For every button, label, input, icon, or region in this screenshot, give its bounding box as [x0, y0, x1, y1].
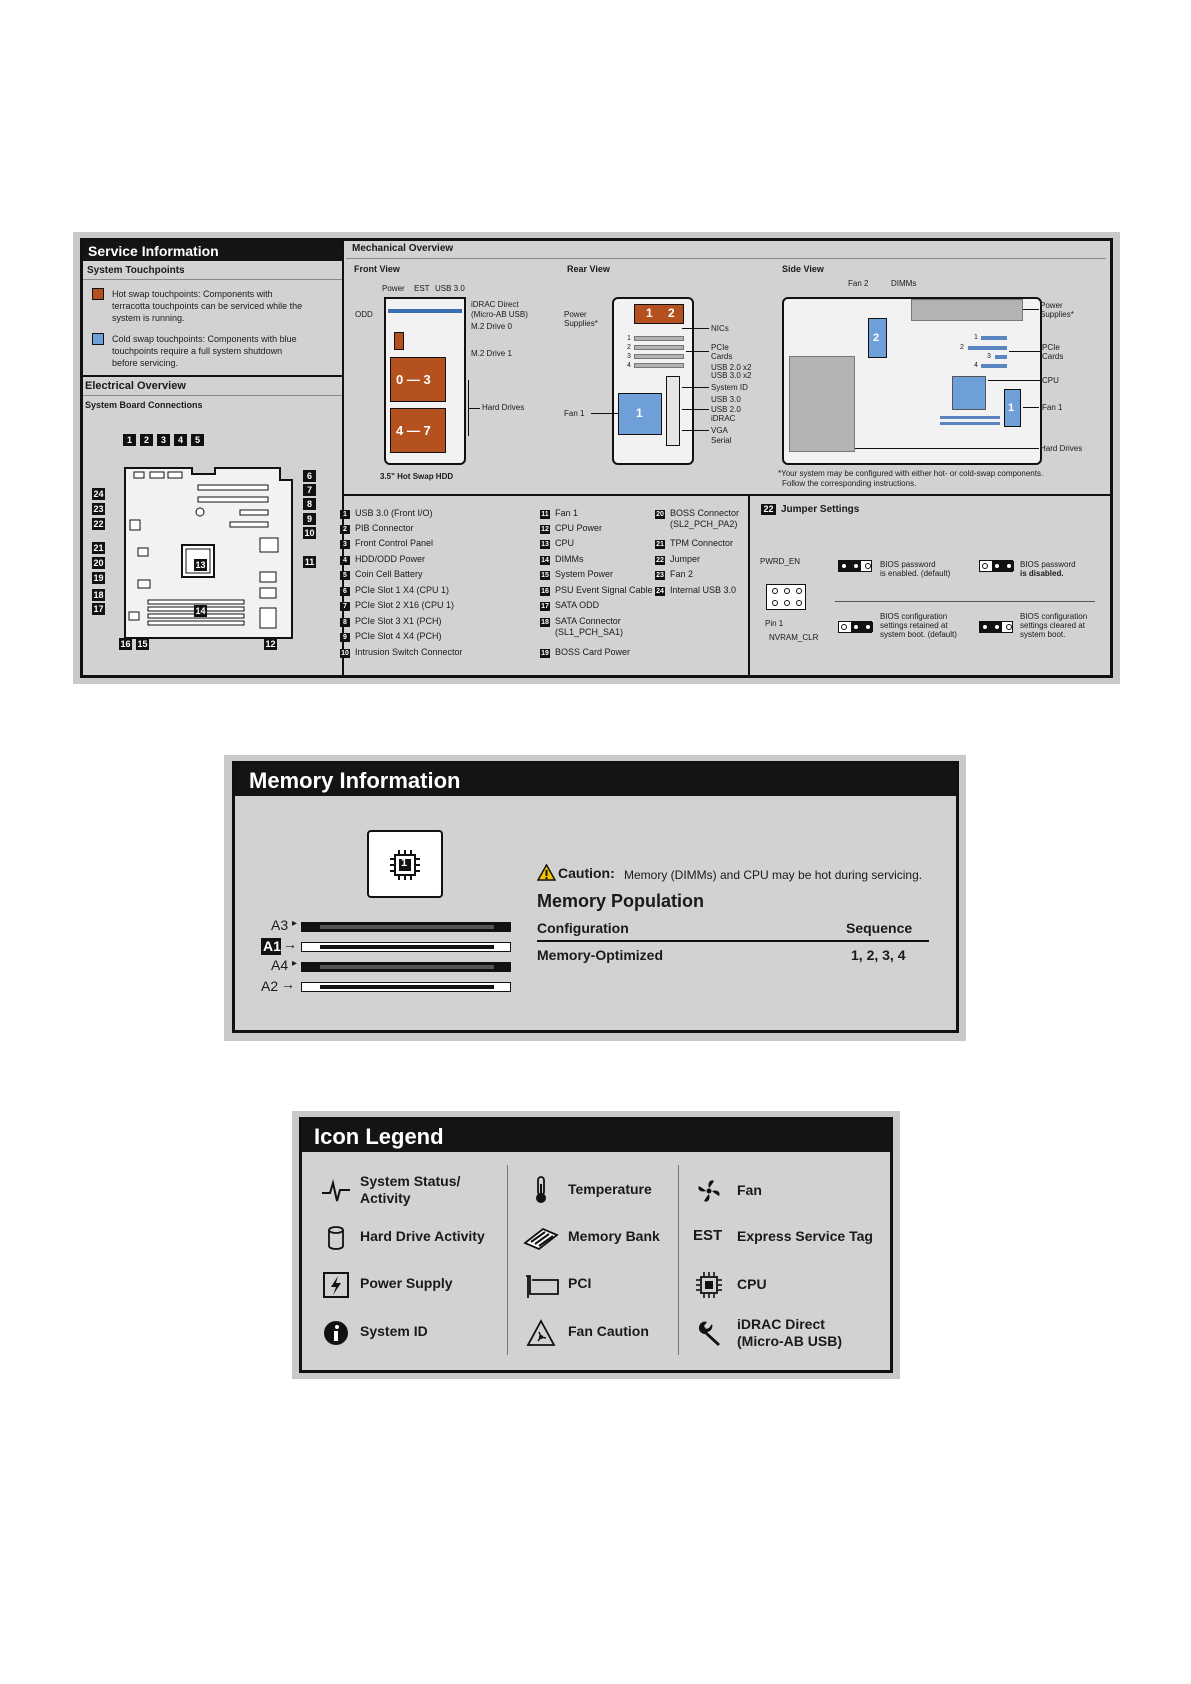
conn-item: 16 PSU Event Signal Cable [541, 585, 653, 595]
dimm-slot-a2 [301, 982, 511, 992]
conn-item: 13 CPU [541, 538, 575, 548]
jumper-pin [865, 624, 871, 630]
legend-label-activity: System Status/ Activity [360, 1173, 461, 1206]
conn-item: 7 PCIe Slot 2 X16 (CPU 1) [340, 600, 454, 611]
jumper-pin1-label: Pin 1 [765, 619, 784, 628]
conn-item: 5 Coin Cell Battery [340, 569, 423, 580]
hard-drive-icon [321, 1223, 351, 1253]
jumper-pin [841, 563, 847, 569]
arrow-icon: → [281, 976, 295, 992]
conn-item: 20 BOSS Connector [656, 508, 740, 518]
divider [83, 279, 342, 280]
hot-swap-text-2: terracotta touchpoints can be serviced while the [112, 301, 303, 311]
board-callout-5: 5 [191, 434, 204, 446]
front-est-label: EST [414, 284, 430, 293]
conn-item: 23 Fan 2 [656, 569, 694, 579]
conn-item: 19 BOSS Card Power [541, 647, 631, 657]
fan-icon [694, 1176, 724, 1206]
jumper-header-diagram [766, 584, 806, 610]
rear-serial-label: Serial [711, 436, 732, 445]
side-dimm-1 [940, 416, 1000, 419]
rear-slot-num-2: 2 [627, 344, 631, 351]
jumper-pin [772, 600, 778, 606]
conn-item: 14 DIMMs [541, 554, 584, 564]
conn-item: 6 PCIe Slot 1 X4 (CPU 1) [340, 585, 449, 596]
arrow-icon: ▸ [292, 918, 298, 929]
rear-slot-num-4: 4 [627, 362, 631, 369]
side-drives [789, 356, 855, 452]
cold-swap-text-3: before servicing. [112, 358, 179, 368]
row-configuration: Memory-Optimized [537, 947, 664, 963]
board-callout-17: 17 [93, 604, 104, 614]
side-pcie-slot-2 [968, 346, 1007, 350]
side-slot-num-4: 4 [974, 362, 978, 369]
jumper-pin [982, 624, 988, 630]
front-m2-0-label: M.2 Drive 0 [471, 322, 512, 331]
front-m2-1-label: M.2 Drive 1 [471, 349, 512, 358]
board-callout-19: 19 [93, 573, 104, 583]
board-callout-13: 13 [195, 560, 206, 570]
wrench-icon [694, 1318, 724, 1348]
legend-label-memory-bank: Memory Bank [568, 1228, 660, 1244]
thermometer-icon [526, 1175, 556, 1205]
hot-swap-swatch [92, 288, 104, 300]
conn-item: 4 HDD/ODD Power [340, 554, 425, 565]
slot-label-a1: A1 [263, 938, 281, 954]
slot-label-a2: A2 [261, 978, 279, 994]
legend-title-bar [302, 1120, 890, 1152]
callout-line [1023, 407, 1039, 408]
fan-caution-icon [526, 1318, 556, 1348]
board-callout-16: 16 [120, 639, 131, 649]
arrow-icon: → [283, 936, 297, 952]
side-pcie-slot-1 [981, 336, 1007, 340]
board-callout-8: 8 [303, 498, 316, 510]
conn-item: 8 PCIe Slot 3 X1 (PCH) [340, 616, 442, 627]
odd-slot [388, 309, 462, 313]
conn-item: 2 PIB Connector [340, 523, 414, 534]
front-idrac-label-2: (Micro-AB USB) [471, 310, 528, 319]
jumper-password-disabled [979, 560, 1013, 572]
jumper-pin [853, 624, 859, 630]
callout-line [988, 380, 1040, 381]
conn-item: 24 Internal USB 3.0 [656, 585, 737, 595]
side-hard-drives-label: Hard Drives [1040, 444, 1083, 453]
hot-swap-text-3: system is running. [112, 313, 185, 323]
callout-line [682, 409, 709, 410]
rear-usb30-label: USB 3.0 [711, 395, 741, 404]
jumper-pin [1006, 624, 1012, 630]
legend-label-temperature: Temperature [568, 1181, 652, 1197]
jumper-pin [784, 588, 790, 594]
divider [83, 375, 342, 377]
jumper-pin [853, 563, 859, 569]
divider [748, 494, 750, 675]
callout-line [686, 351, 709, 352]
bios-enabled-text-1: BIOS password [880, 560, 936, 569]
conn-item: 22 Jumper [656, 554, 701, 564]
jumper-pin [865, 563, 871, 569]
divider [344, 494, 1110, 496]
conn-item: 11 Fan 1 [541, 508, 579, 518]
drives-bottom-label: 4 — 7 [396, 423, 431, 438]
legend-label-fan-caution: Fan Caution [568, 1323, 649, 1339]
divider [507, 1165, 508, 1355]
system-board-diagram [120, 460, 305, 645]
side-fan1-label: Fan 1 [1042, 403, 1063, 412]
legend-label-express-service-tag: Express Service Tag [737, 1228, 873, 1244]
dimm-slot-a1 [301, 942, 511, 952]
conn-item: 9 PCIe Slot 4 X4 (PCH) [340, 631, 442, 642]
front-odd-label: ODD [355, 310, 373, 319]
cfg-retained-text-3: system boot. (default) [880, 630, 957, 639]
conn-item: 21 TPM Connector [656, 538, 734, 548]
side-psu-label-2: Supplies* [1040, 310, 1074, 319]
cold-swap-text-2: touchpoints require a full system shutdown [112, 346, 283, 356]
legend-label-fan: Fan [737, 1182, 762, 1198]
board-callout-7: 7 [303, 484, 316, 496]
side-pcie-label-2: Cards [1042, 352, 1064, 361]
mechanical-heading: Mechanical Overview [352, 243, 454, 254]
callout-line [682, 387, 709, 388]
side-pcie-slot-3 [995, 355, 1007, 359]
rear-sysid-label: System ID [711, 383, 748, 392]
board-callout-9: 9 [303, 513, 316, 525]
cfg-cleared-text-2: settings cleared at [1020, 621, 1085, 630]
memory-bank-icon [523, 1222, 559, 1252]
board-callout-2: 2 [140, 434, 153, 446]
rear-fan-num: 1 [636, 406, 643, 420]
front-idrac-label-1: iDRAC Direct [471, 300, 519, 309]
front-hard-drives-label: Hard Drives [482, 403, 525, 412]
conn-item: 12 CPU Power [541, 523, 603, 533]
conn-item: 3 Front Control Panel [340, 538, 433, 549]
legend-label-system-id: System ID [360, 1323, 428, 1339]
dimm-slot-a4 [301, 962, 511, 972]
rear-slot-num-3: 3 [627, 353, 631, 360]
bios-disabled-text-1: BIOS password [1020, 560, 1076, 569]
est-icon: EST [693, 1227, 723, 1244]
memory-title: Memory Information [249, 768, 461, 793]
front-usb-label: USB 3.0 [435, 284, 465, 293]
col-configuration: Configuration [537, 920, 629, 936]
side-note-1: *Your system may be configured with either hot- or cold-swap components. [778, 469, 1044, 478]
conn-item-continued: (SL2_PCH_PA2) [670, 519, 738, 529]
divider [678, 1165, 679, 1355]
divider [537, 940, 929, 942]
jumper-num: 22 [761, 504, 776, 515]
service-title-bar [83, 241, 342, 261]
board-callout-12: 12 [265, 639, 276, 649]
side-psu-label-1: Power [1040, 301, 1063, 310]
side-note-2: Follow the corresponding instructions. [782, 479, 917, 488]
rear-view-heading: Rear View [567, 264, 610, 274]
rear-nics-label: NICs [711, 324, 729, 333]
bios-enabled-text-2: is enabled. (default) [880, 569, 951, 578]
cfg-retained-text-1: BIOS configuration [880, 612, 948, 621]
callout-line [682, 328, 709, 329]
callout-line [591, 413, 619, 414]
divider [835, 601, 1095, 602]
rear-fan-label: Fan 1 [564, 409, 585, 418]
hot-swap-text-1: Hot swap touchpoints: Components with [112, 289, 273, 299]
board-callout-3: 3 [157, 434, 170, 446]
legend-label-idrac: iDRAC Direct (Micro-AB USB) [737, 1316, 842, 1349]
rear-vga-label: VGA [711, 426, 728, 435]
conn-item-continued: (SL1_PCH_SA1) [555, 627, 624, 637]
activity-icon [321, 1176, 351, 1206]
side-cpu-label: CPU [1042, 376, 1059, 385]
pcie-slot-2 [634, 345, 684, 350]
conn-item: 18 SATA Connector [541, 616, 621, 626]
cold-swap-swatch [92, 333, 104, 345]
board-callout-14: 14 [195, 606, 206, 616]
row-sequence: 1, 2, 3, 4 [851, 947, 906, 963]
board-heading: System Board Connections [85, 400, 203, 410]
rear-io-ports [666, 376, 680, 446]
front-view-heading: Front View [354, 264, 400, 274]
side-slot-num-2: 2 [960, 344, 964, 351]
front-power-label: Power [382, 284, 405, 293]
cold-swap-text-1: Cold swap touchpoints: Components with blue [112, 334, 297, 344]
legend-label-cpu: CPU [737, 1276, 767, 1292]
board-callout-4: 4 [174, 434, 187, 446]
jumper-password-enabled [838, 560, 872, 572]
bios-disabled-text-2: is disabled. [1020, 569, 1064, 578]
callout-line [855, 448, 1039, 449]
cfg-retained-text-2: settings retained at [880, 621, 948, 630]
memory-title-bar [235, 764, 956, 796]
jumper-pin [994, 624, 1000, 630]
side-slot-num-1: 1 [974, 334, 978, 341]
jumper-pin [841, 624, 847, 630]
psu-1-label: 1 [646, 306, 653, 320]
pci-icon [524, 1270, 560, 1300]
cpu-number: 1 [401, 857, 408, 869]
board-callout-18: 18 [93, 590, 104, 600]
jumper-pwrd-label: PWRD_EN [760, 557, 801, 566]
conn-item: 17 SATA ODD [541, 600, 600, 610]
conn-item: 15 System Power [541, 569, 614, 579]
conn-item: 1 USB 3.0 (Front I/O) [340, 508, 433, 519]
pcie-slot-1 [634, 336, 684, 341]
arrow-icon: ▸ [292, 958, 298, 969]
rear-psu-label-2: Supplies* [564, 319, 598, 328]
psu-touchpoint [634, 304, 684, 324]
board-callout-10: 10 [304, 528, 315, 538]
jumper-config-retained [838, 621, 872, 633]
board-callout-21: 21 [93, 543, 104, 553]
power-supply-icon [321, 1270, 351, 1300]
cpu-icon [694, 1270, 724, 1300]
caution-label: Caution: [558, 865, 615, 881]
cfg-cleared-text-3: system boot. [1020, 630, 1066, 639]
board-callout-24: 24 [93, 489, 104, 499]
m2-drive-touchpoint [394, 332, 404, 350]
side-psu [911, 299, 1023, 321]
callout-line [682, 430, 709, 431]
legend-title: Icon Legend [314, 1124, 444, 1149]
slot-label-a4: A4 [271, 957, 289, 973]
callout-line [1009, 351, 1040, 352]
jumper-pin [784, 600, 790, 606]
col-sequence: Sequence [846, 920, 913, 936]
caution-text: Memory (DIMMs) and CPU may be hot during servicing. [624, 868, 923, 882]
board-callout-1: 1 [123, 434, 136, 446]
rear-psu-label-1: Power [564, 310, 587, 319]
dimm-slot-a3 [301, 922, 511, 932]
side-view-heading: Side View [782, 264, 824, 274]
jumper-heading-row [761, 504, 859, 515]
rear-idrac-label: iDRAC [711, 414, 736, 423]
board-callout-15: 15 [137, 639, 148, 649]
jumper-pin [1006, 563, 1012, 569]
front-caption: 3.5" Hot Swap HDD [380, 472, 454, 481]
callout-line [468, 408, 480, 409]
rear-slot-num-1: 1 [627, 335, 631, 342]
service-title: Service Information [88, 243, 219, 259]
jumper-pin [994, 563, 1000, 569]
caution-icon [537, 864, 556, 881]
board-callout-22: 22 [93, 519, 104, 529]
legend-label-pci: PCI [568, 1275, 592, 1291]
conn-item: 10 Intrusion Switch Connector [341, 647, 463, 657]
side-slot-num-3: 3 [987, 353, 991, 360]
divider [346, 258, 1106, 259]
jumper-heading: Jumper Settings [781, 504, 860, 515]
jumper-pin [982, 563, 988, 569]
callout-line [1023, 309, 1039, 310]
side-fan1-num: 1 [1008, 402, 1015, 414]
side-dimm-2 [940, 422, 1000, 425]
psu-2-label: 2 [668, 306, 675, 320]
side-pcie-label-1: PCIe [1042, 343, 1060, 352]
population-heading: Memory Population [537, 891, 705, 911]
board-callout-23: 23 [93, 504, 104, 514]
drives-top-label: 0 — 3 [396, 372, 431, 387]
board-callout-11: 11 [304, 557, 315, 567]
legend-label-hard-drive: Hard Drive Activity [360, 1228, 485, 1244]
board-callout-20: 20 [93, 558, 104, 568]
jumper-config-cleared [979, 621, 1013, 633]
side-pcie-slot-4 [981, 364, 1007, 368]
jumper-pin [796, 588, 802, 594]
rear-usb20-label: USB 2.0 x2 [711, 363, 752, 372]
pcie-slot-4 [634, 363, 684, 368]
rear-pcie-label-2: Cards [711, 352, 733, 361]
legend-label-power-supply: Power Supply [360, 1275, 453, 1291]
jumper-pin [796, 600, 802, 606]
electrical-heading: Electrical Overview [85, 380, 186, 392]
rear-usb20b-label: USB 2.0 [711, 405, 741, 414]
rear-pcie-label-1: PCIe [711, 343, 729, 352]
side-fan2-label: Fan 2 [848, 279, 869, 288]
divider [83, 395, 342, 396]
board-callout-6: 6 [303, 470, 316, 482]
side-cpu [952, 376, 986, 410]
rear-usb30x2-label: USB 3.0 x2 [711, 371, 752, 380]
slot-label-a3: A3 [271, 917, 289, 933]
touchpoints-heading: System Touchpoints [87, 265, 185, 276]
cfg-cleared-text-1: BIOS configuration [1020, 612, 1088, 621]
jumper-nvram-label: NVRAM_CLR [769, 633, 819, 642]
side-fan2-num: 2 [873, 332, 880, 344]
pcie-slot-3 [634, 354, 684, 359]
side-dimms-label: DIMMs [891, 279, 917, 288]
system-id-icon [321, 1318, 351, 1348]
jumper-pin [772, 588, 778, 594]
